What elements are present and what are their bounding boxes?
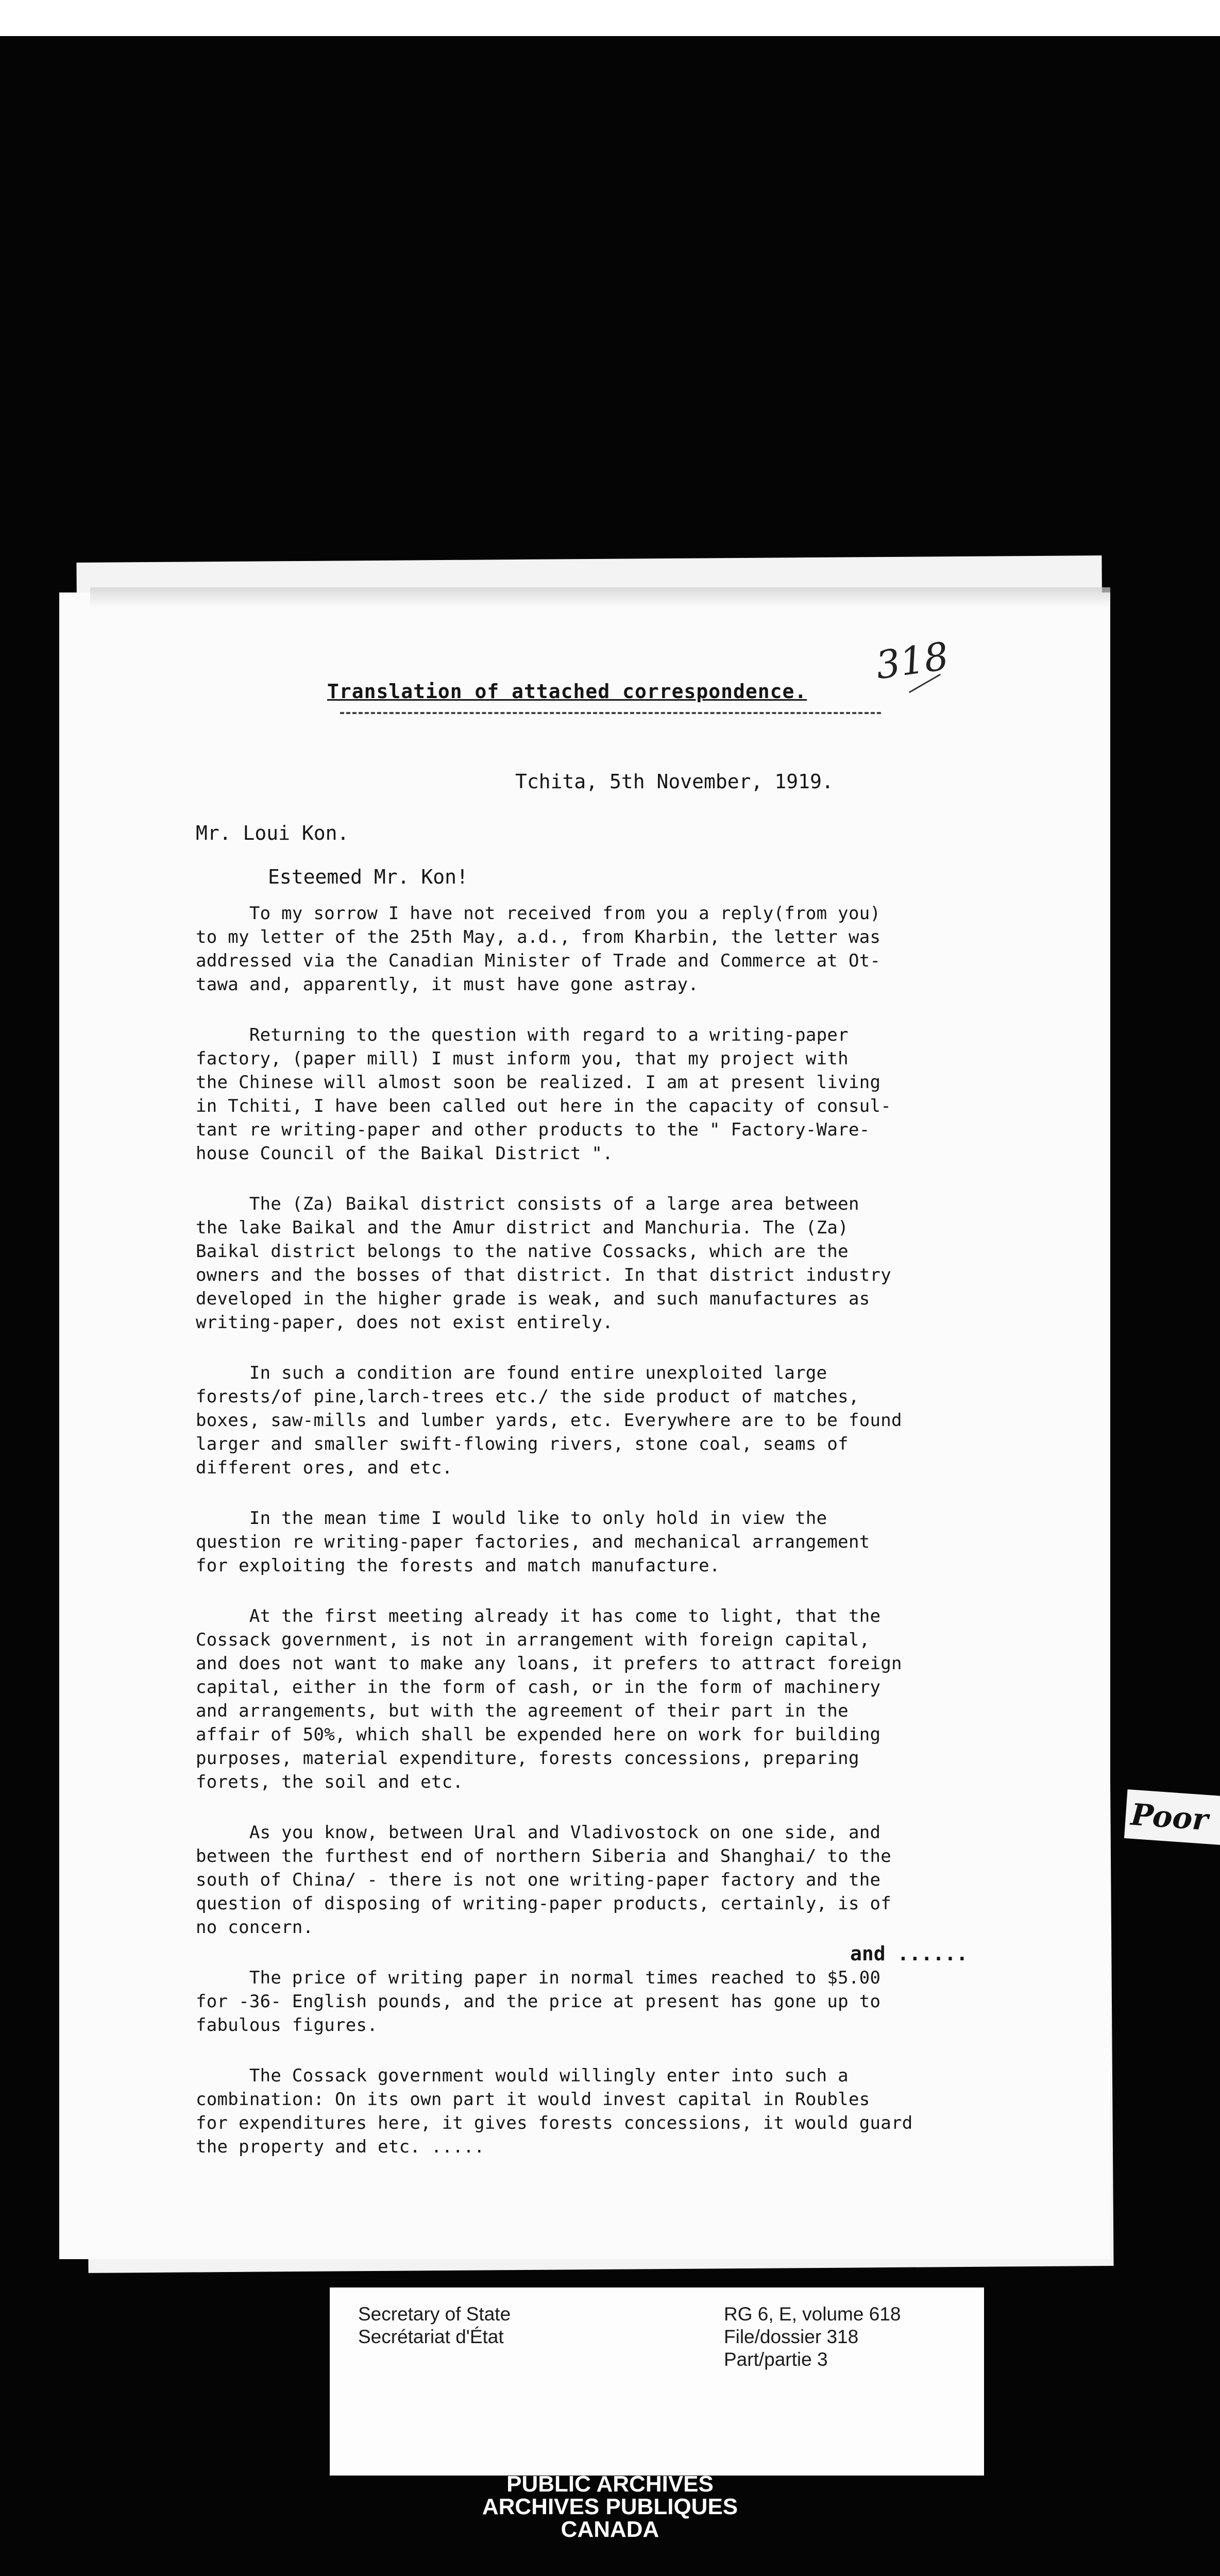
body-line: larger and smaller swift-flowing rivers, stone coal, seams of [196,1434,849,1454]
body-line: purposes, material expenditure, forests concessions, preparing [196,1748,859,1769]
body-line: house Council of the Baikal District ". [196,1143,614,1164]
body-line: boxes, saw-mills and lumber yards, etc. Everywhere are to be found [196,1410,902,1431]
body-paragraph [196,1821,1123,1939]
body-line: for expenditures here, it gives forests concessions, it would guard [196,2113,913,2133]
card-department-en: Secretary of State [358,2303,511,2325]
body-paragraph [196,2064,1123,2159]
body-line: The price of writing paper in normal times reached to $5.00 [196,1968,881,1988]
body-line: forets, the soil and etc. [196,1772,464,1792]
side-tab-label [1124,1789,1220,1845]
body-line: question of disposing of writing-paper products, certainly, is of [196,1893,892,1914]
body-line: Cossack government, is not in arrangement with foreign capital, [196,1630,870,1650]
letter-body [196,902,1123,2185]
body-line: Baikal district belongs to the native Cossacks, which are the [196,1241,849,1262]
body-line: The Cossack government would willingly enter into such a [196,2065,849,2086]
card-department [358,2303,511,2348]
document-title: Translation of attached correspondence. [327,680,807,703]
body-line: Returning to the question with regard to a writing-paper [196,1025,849,1045]
page-top-shadow [90,587,1110,608]
title-rule [340,712,881,714]
addressee: Mr. Loui Kon. [196,822,349,844]
handwritten-file-number: 318 [873,634,952,688]
body-line: capital, either in the form of cash, or in the form of machinery [196,1677,881,1698]
body-line: The (Za) Baikal district consists of a large area between [196,1194,859,1214]
body-line: and does not want to make any loans, it prefers to attract foreign [196,1653,902,1674]
body-line: developed in the higher grade is weak, and such manufactures as [196,1289,870,1309]
body-paragraph [196,902,1123,996]
body-line: writing-paper, does not exist entirely. [196,1312,614,1333]
closing-line: and ...... [850,1942,968,1965]
body-line: question re writing-paper factories, and mechanical arrangement [196,1532,870,1552]
salutation: Esteemed Mr. Kon! [268,866,468,888]
body-line: and arrangements, but with the agreement of their part in the [196,1701,849,1721]
top-border-band [0,0,1220,36]
body-line: the property and etc. ..... [196,2137,485,2157]
body-line: for exploiting the forests and match manufacture. [196,1555,720,1576]
body-line: At the first meeting already it has come to light, that the [196,1606,881,1626]
body-line: between the furthest end of northern Siberia and Shanghai/ to the [196,1846,892,1867]
body-line: no concern. [196,1917,314,1938]
body-line: tawa and, apparently, it must have gone astray. [196,974,699,995]
archive-reference-card [330,2287,984,2476]
date-line: Tchita, 5th November, 1919. [515,770,834,793]
archives-stamp [0,2473,1220,2541]
body-line: To my sorrow I have not received from you a reply(from you) [196,903,881,924]
body-line: to my letter of the 25th May, a.d., from Kharbin, the letter was [196,927,881,947]
card-record-group: RG 6, E, volume 618 [724,2303,901,2325]
body-line: tant re writing-paper and other products to the " Factory-Ware- [196,1120,870,1140]
body-paragraph [196,1966,1123,2037]
stamp-line-country: CANADA [561,2517,659,2542]
body-line: south of China/ - there is not one writing-paper factory and the [196,1870,881,1890]
body-line: factory, (paper mill) I must inform you, that my project with [196,1048,849,1069]
card-part: Part/partie 3 [724,2349,828,2370]
body-line: in Tchiti, I have been called out here in the capacity of consul- [196,1096,892,1116]
body-line: In such a condition are found entire unexploited large [196,1363,827,1383]
card-reference [724,2303,901,2371]
stamp-line-fr: ARCHIVES PUBLIQUES [482,2494,738,2519]
side-tab-text: Poor [1129,1797,1210,1838]
body-line: affair of 50%, which shall be expended here on work for building [196,1724,881,1745]
body-line: forests/of pine,larch-trees etc./ the side product of matches, [196,1386,859,1407]
body-line: different ores, and etc. [196,1458,453,1478]
card-file: File/dossier 318 [724,2326,859,2347]
body-line: the Chinese will almost soon be realized. I am at present living [196,1072,881,1093]
body-paragraph [196,1506,1123,1578]
body-line: In the mean time I would like to only hold in view the [196,1508,827,1529]
body-line: As you know, between Ural and Vladivostock on one side, and [196,1822,881,1843]
stamp-line-en: PUBLIC ARCHIVES [506,2471,714,2497]
body-paragraph [196,1192,1123,1334]
letter-page [59,592,1110,2259]
body-line: combination: On its own part it would invest capital in Roubles [196,2089,870,2110]
body-line: the lake Baikal and the Amur district and Manchuria. The (Za) [196,1217,849,1238]
body-line: addressed via the Canadian Minister of Trade and Commerce at Ot- [196,951,881,971]
card-department-fr: Secrétariat d'État [358,2326,504,2347]
body-paragraph [196,1361,1123,1480]
body-line: for -36- English pounds, and the price at present has gone up to [196,1991,881,2012]
body-paragraph [196,1604,1123,1794]
body-line: fabulous figures. [196,2015,378,2036]
body-line: owners and the bosses of that district. In that district industry [196,1265,892,1285]
body-paragraph [196,1023,1123,1165]
